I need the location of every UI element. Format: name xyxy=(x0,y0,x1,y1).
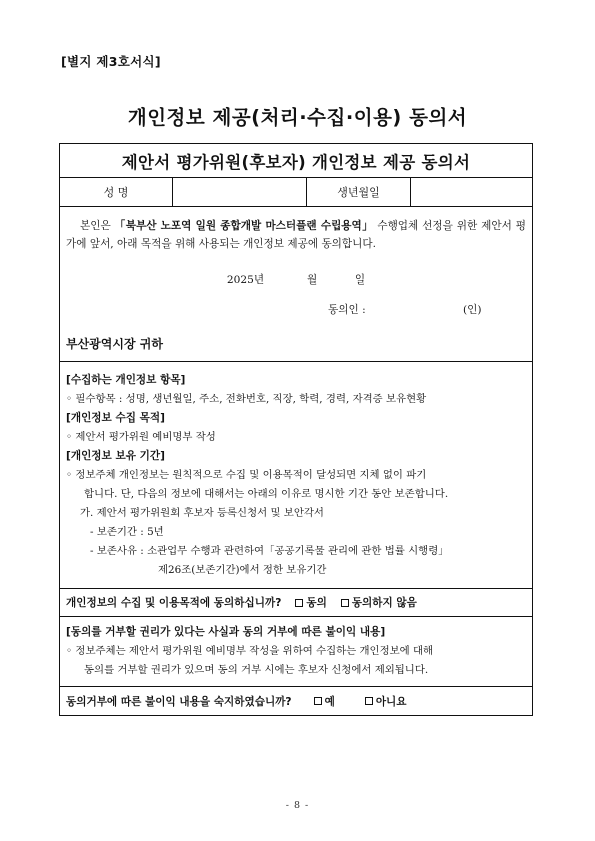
retention-heading: [개인정보 보유 기간] xyxy=(66,450,165,462)
consent-statement xyxy=(60,207,532,362)
date-year: 2025년 xyxy=(226,274,265,286)
intro-suffix: 수행업체 선정을 위한 제안서 평가에 앞서, 아래 목적을 위해 사용되는 개인정보 제공에 동의합니다. xyxy=(66,220,526,250)
birth-field[interactable] xyxy=(411,178,532,206)
form-label: [별지 제3호서식] xyxy=(61,54,161,69)
personal-info-row xyxy=(60,178,532,207)
name-label: 성 명 xyxy=(60,178,173,206)
disagree-label: 동의하지 않음 xyxy=(351,597,417,609)
signer-label: 동의인 : xyxy=(328,304,366,316)
refusal-heading: [동의를 거부할 권리가 있다는 사실과 동의 거부에 따른 불이익 내용] xyxy=(66,626,386,638)
retention-line-2: 합니다. 단, 다음의 정보에 대해서는 아래의 이유로 명시한 기간 동안 보존합니다. xyxy=(84,488,449,500)
no-label: 아니요 xyxy=(375,695,407,708)
project-name: 「북부산 노포역 일원 종합개발 마스터플랜 수립용역」 xyxy=(114,220,374,232)
acknowledge-question-row xyxy=(60,687,532,715)
agree-checkbox[interactable] xyxy=(295,599,303,607)
agree-option[interactable] xyxy=(295,595,326,610)
no-option[interactable] xyxy=(365,694,407,709)
yes-checkbox[interactable] xyxy=(314,697,322,705)
document-title: 개인정보 제공(처리·수집·이용) 동의서 xyxy=(127,106,468,129)
addressee: 부산광역시장 귀하 xyxy=(66,337,163,351)
purpose-text: ◦ 제안서 평가위원 예비명부 작성 xyxy=(66,431,216,443)
seal-mark: (인) xyxy=(463,304,482,316)
consent-intro xyxy=(66,217,526,253)
purpose-heading: [개인정보 수집 목적] xyxy=(66,412,165,424)
yes-label: 예 xyxy=(324,695,335,708)
intro-prefix: 본인은 xyxy=(80,220,115,232)
consent-date xyxy=(66,271,526,289)
retention-line-1: ◦ 정보주체 개인정보는 원칙적으로 수집 및 이용목적이 달성되면 지체 없이 파기 xyxy=(66,469,427,481)
page-number: - 8 - xyxy=(285,800,310,811)
birth-label: 생년월일 xyxy=(307,178,411,206)
refusal-line-2: 동의를 거부할 권리가 있으며 동의 거부 시에는 후보자 신청에서 제외됩니다. xyxy=(84,664,429,676)
agree-label: 동의 xyxy=(306,597,327,609)
name-field[interactable] xyxy=(173,178,307,206)
no-checkbox[interactable] xyxy=(365,697,373,705)
disagree-checkbox[interactable] xyxy=(341,599,349,607)
acknowledge-question: 동의거부에 따른 불이익 내용을 숙지하였습니까? xyxy=(66,695,292,708)
form-title: 제안서 평가위원(후보자) 개인정보 제공 동의서 xyxy=(60,144,532,178)
consent-question: 개인정보의 수집 및 이용목적에 동의하십니까? xyxy=(66,597,282,609)
refusal-line-1: ◦ 정보주체는 제안서 평가위원 예비명부 작성을 위하여 수집하는 개인정보에 대해 xyxy=(66,645,434,657)
collection-details xyxy=(60,362,532,589)
date-month: 월 xyxy=(307,274,318,286)
disagree-option[interactable] xyxy=(341,595,417,610)
consent-question-row xyxy=(60,589,532,617)
refusal-info xyxy=(60,617,532,687)
retention-period: - 보존기간 : 5년 xyxy=(90,526,164,538)
items-text: ◦ 필수항목 : 성명, 생년월일, 주소, 전화번호, 직장, 학력, 경력, 자격증 보유현황 xyxy=(66,393,427,405)
retention-reason-2: 제26조(보존기간)에서 정한 보유기간 xyxy=(158,564,327,576)
retention-reason: - 보존사유 : 소관업무 수행과 관련하여「공공기록물 관리에 관한 법률 시행령」 xyxy=(90,545,449,557)
items-heading: [수집하는 개인정보 항목] xyxy=(66,374,186,386)
retention-item: 가. 제안서 평가위원회 후보자 등록신청서 및 보안각서 xyxy=(80,507,324,519)
consent-form xyxy=(59,143,533,716)
yes-option[interactable] xyxy=(314,694,335,709)
date-day: 일 xyxy=(354,274,366,286)
signer-line xyxy=(66,301,526,319)
